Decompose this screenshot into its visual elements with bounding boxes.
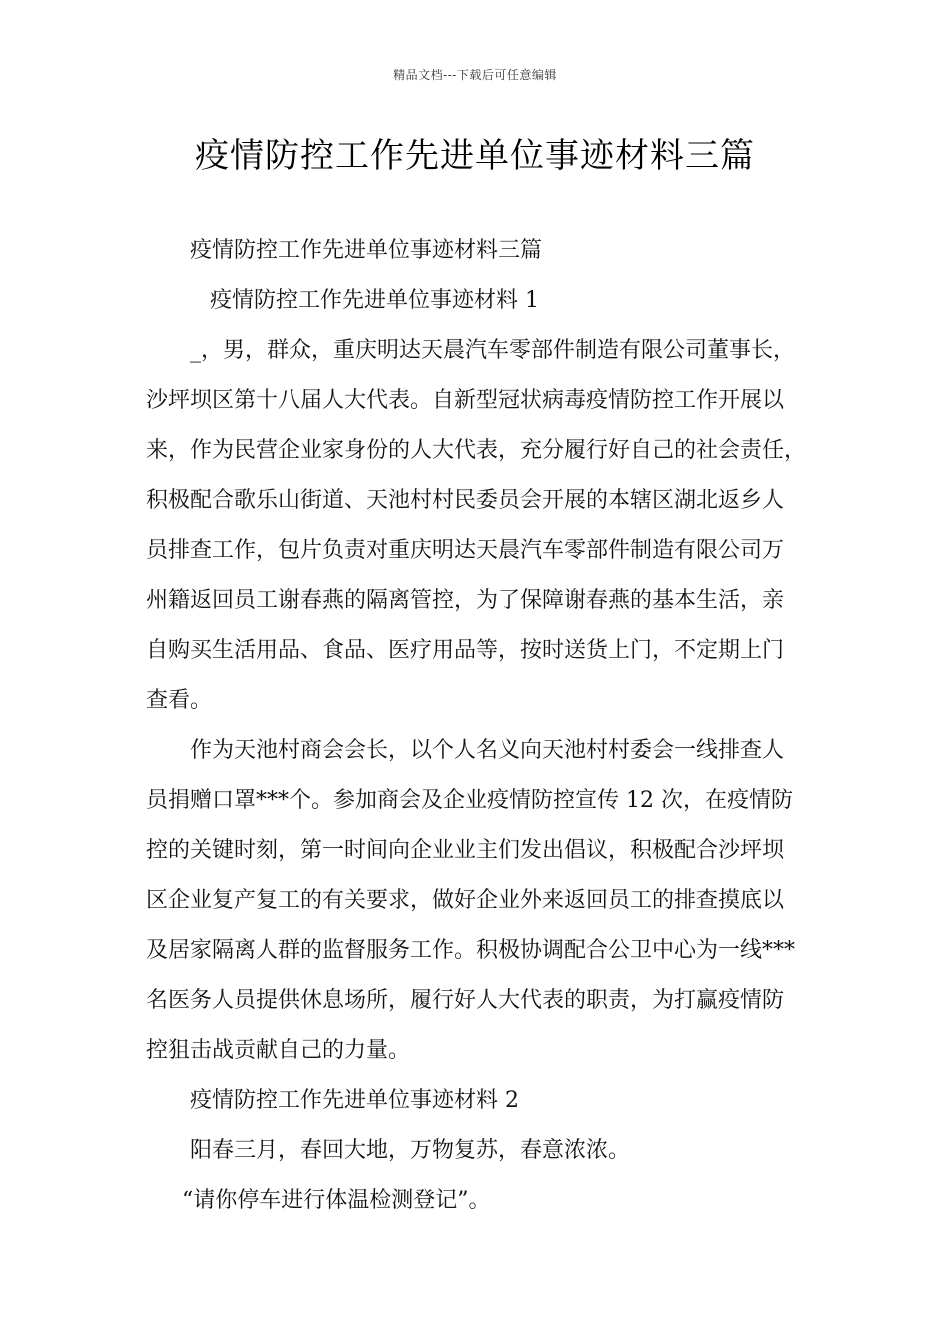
subtitle-line: 疫情防控工作先进单位事迹材料三篇 xyxy=(190,238,543,263)
paragraph2-line: 控的关键时刻，第一时间向企业业主们发出倡议，积极配合沙坪坝 xyxy=(146,838,785,863)
paragraph1-line: 州籍返回员工谢春燕的隔离管控，为了保障谢春燕的基本生活，亲 xyxy=(146,588,785,613)
paragraph1-line: 自购买生活用品、食品、医疗用品等，按时送货上门，不定期上门 xyxy=(146,638,785,663)
paragraph2-line: 区企业复产复工的有关要求，做好企业外来返回员工的排查摸底以 xyxy=(146,888,785,913)
document-body xyxy=(146,226,826,1226)
paragraph4-line: “请你停车进行体温检测登记”。 xyxy=(182,1188,491,1213)
header-note: 精品文档---下载后可任意编辑 xyxy=(393,68,557,82)
document-title: 疫情防控工作先进单位事迹材料三篇 xyxy=(195,136,755,176)
paragraph1-line: 来，作为民营企业家身份的人大代表，充分履行好自己的社会责任， xyxy=(146,438,807,463)
material2-heading: 疫情防控工作先进单位事迹材料 2 xyxy=(190,1088,519,1113)
paragraph3-line: 阳春三月，春回大地，万物复苏，春意浓浓。 xyxy=(190,1138,631,1163)
paragraph1-line: 查看。 xyxy=(146,688,213,713)
paragraph2-line: 控狙击战贡献自己的力量。 xyxy=(146,1038,411,1063)
paragraph1-line: 员排查工作，包片负责对重庆明达天晨汽车零部件制造有限公司万 xyxy=(146,538,785,563)
paragraph1-line: _，男，群众，重庆明达天晨汽车零部件制造有限公司董事长， xyxy=(190,338,796,363)
paragraph2-line: 作为天池村商会会长，以个人名义向天池村村委会一线排查人 xyxy=(190,738,785,763)
material1-heading: 疫情防控工作先进单位事迹材料 1 xyxy=(210,288,539,313)
paragraph2-line: 及居家隔离人群的监督服务工作。积极协调配合公卫中心为一线*** xyxy=(146,938,796,963)
paragraph2-line: 名医务人员提供休息场所，履行好人大代表的职责，为打赢疫情防 xyxy=(146,988,785,1013)
paragraph1-line: 沙坪坝区第十八届人大代表。自新型冠状病毒疫情防控工作开展以 xyxy=(146,388,785,413)
paragraph2-line: 员捐赠口罩***个。参加商会及企业疫情防控宣传 12 次，在疫情防 xyxy=(146,788,793,813)
paragraph1-line: 积极配合歌乐山街道、天池村村民委员会开展的本辖区湖北返乡人 xyxy=(146,488,785,513)
